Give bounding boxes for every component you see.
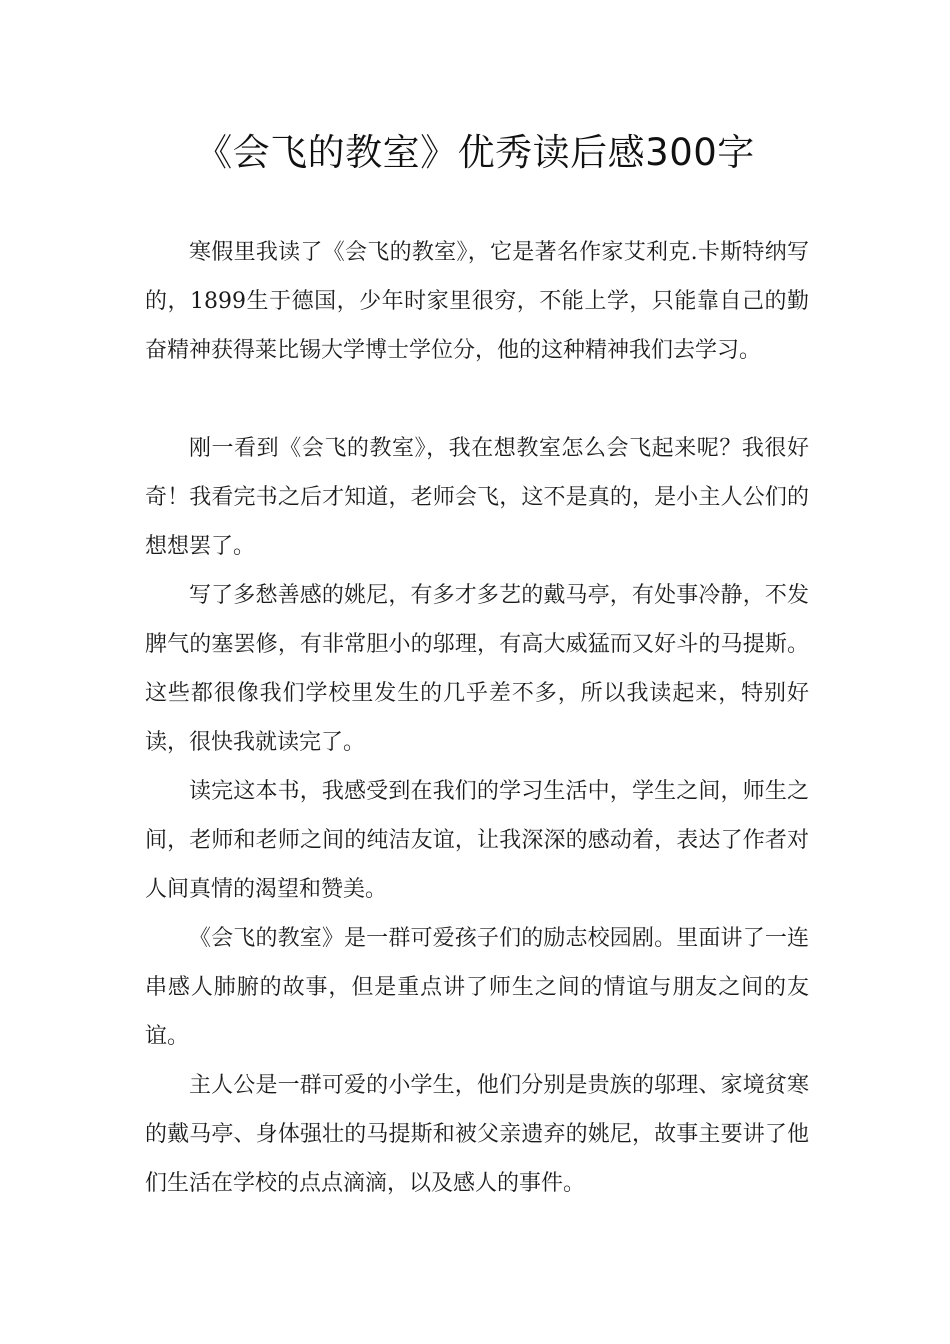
paragraph-5: 《会飞的教室》是一群可爱孩子们的励志校园剧。里面讲了一连串感人肺腑的故事，但是重点讲了师生之间的情谊与朋友之间的友谊。 xyxy=(145,926,809,1049)
paragraph-6: 主人公是一群可爱的小学生，他们分别是贵族的邬理、家境贫寒的戴马亭、身体强壮的马提斯和被父亲遗弃的姚尼，故事主要讲了他们生活在学校的点点滴滴，以及感人的事件。 xyxy=(145,1073,809,1196)
paragraph-3: 写了多愁善感的姚尼，有多才多艺的戴马亭，有处事冷静，不发脾气的塞罢修，有非常胆小的邬理，有高大威猛而又好斗的马提斯。这些都很像我们学校里发生的几乎差不多，所以我读起来，特别好读，很快我就读完了。 xyxy=(145,583,809,755)
paragraph-2: 刚一看到《会飞的教室》，我在想教室怎么会飞起来呢？我很好奇！我看完书之后才知道，老师会飞，这不是真的，是小主人公们的想想罢了。 xyxy=(145,436,809,559)
document-body xyxy=(145,228,809,1208)
paragraph-4: 读完这本书，我感受到在我们的学习生活中，学生之间，师生之间，老师和老师之间的纯洁友谊，让我深深的感动着，表达了作者对人间真情的渴望和赞美。 xyxy=(145,779,809,902)
document-title: 《会飞的教室》优秀读后感300字 xyxy=(195,131,755,174)
paragraph-gap xyxy=(145,375,809,424)
paragraph-1: 寒假里我读了《会飞的教室》，它是著名作家艾利克.卡斯特纳写的，1899生于德国，少年时家里很穷，不能上学，只能靠自己的勤奋精神获得莱比锡大学博士学位分，他的这种精神我们去学习。 xyxy=(145,240,809,363)
